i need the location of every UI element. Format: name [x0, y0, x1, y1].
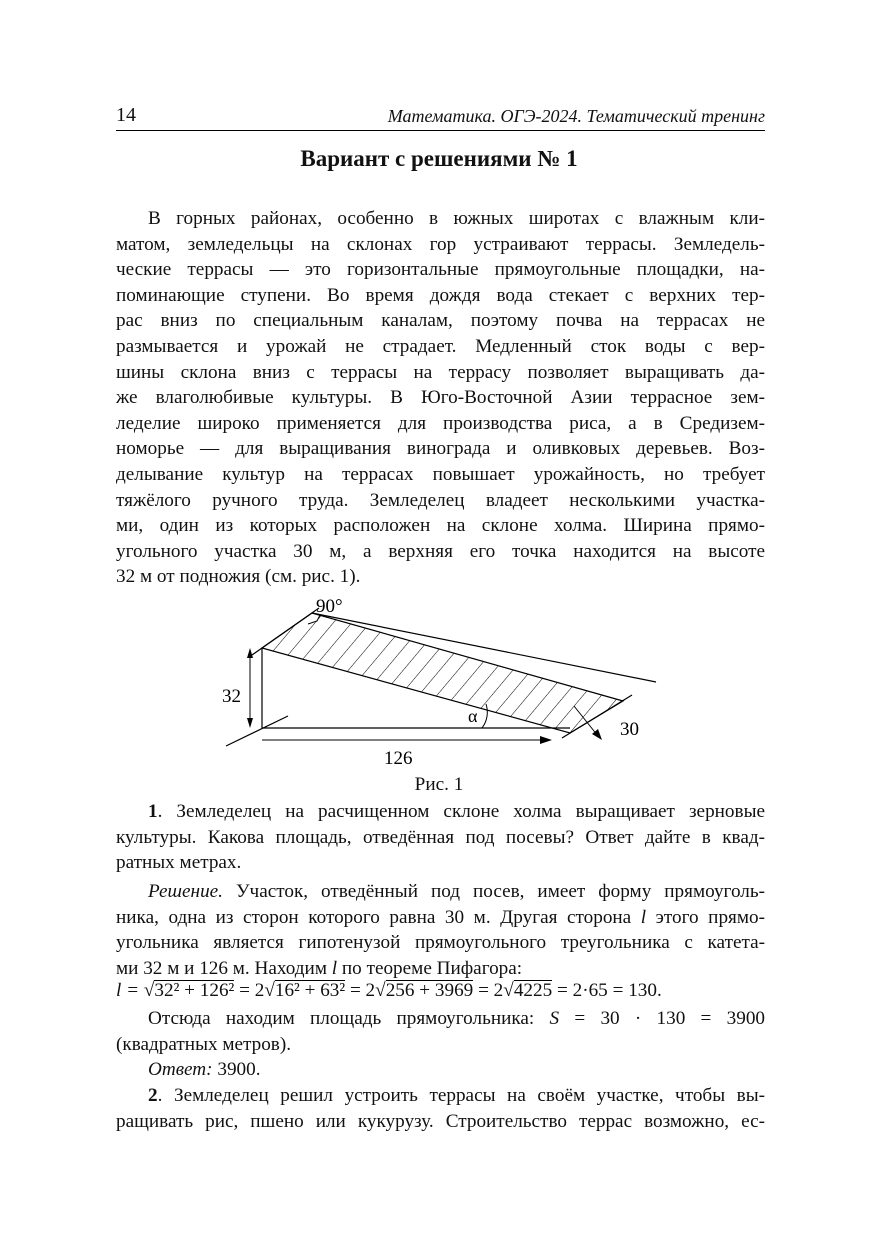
sqrt-sign: √: [264, 980, 275, 1001]
task2: [116, 1083, 765, 1134]
task1-line: 1. Земледелец на расчищенном склоне холма выращивает зерновые: [148, 801, 765, 822]
intro-line: В горных районах, особенно в южных широтах с влажным кли-: [148, 208, 765, 229]
area-paragraph: [116, 1006, 765, 1057]
answer-line: [116, 1057, 765, 1083]
arrowhead: [540, 736, 552, 744]
solution-line: угольника является гипотенузой прямоугольного треугольника с катета-: [116, 932, 765, 954]
solution: [116, 879, 765, 981]
intro-line: поминающие ступени. Во время дождя вода стекает с верхних тер-: [116, 284, 765, 306]
solution-line: ника, одна из сторон которого равна 30 м. Другая сторона l этого прямо-: [116, 906, 765, 928]
task2-line: ращивать рис, пшено или кукурузу. Строительство террас возможно, ес-: [116, 1110, 765, 1132]
intro-line: шины склона вниз с террасы на террасу позволяет выращивать да-: [116, 361, 765, 383]
task1-line: ратных метрах.: [116, 852, 242, 874]
page-number: 14: [116, 104, 136, 126]
intro-line: леделие широко применяется для производства риса, а в Средизем-: [116, 412, 765, 434]
ground-left-line: [226, 716, 288, 746]
area-line: Отсюда находим площадь прямоугольника: S = 30 · 130 = 3900: [148, 1008, 766, 1029]
intro-line: ми, один из которых расположен на склоне холма. Ширина прямо-: [116, 515, 765, 537]
hatched-plot: [262, 613, 623, 733]
answer-value: 3900.: [217, 1059, 261, 1080]
base-label: 126: [384, 748, 413, 769]
intro-line: 32 м от подножия (см. рис. 1).: [116, 566, 361, 588]
terrace-figure: [216, 588, 666, 774]
intro-line: же влаголюбивые культуры. В Юго-Восточной Азии террасное зем-: [116, 387, 765, 409]
task1: [116, 799, 765, 876]
running-header-title: Математика. ОГЭ-2024. Тематический тренинг: [387, 106, 765, 126]
sqrt-sign: √: [375, 980, 386, 1001]
solution-line: Решение. Участок, отведённый под посев, имеет форму прямоуголь-: [148, 881, 766, 902]
arrowhead: [247, 718, 253, 728]
sqrt-sign: √: [503, 980, 514, 1001]
task2-number: 2: [148, 1085, 158, 1106]
solution-label: Решение.: [148, 881, 223, 902]
answer-label: Ответ:: [148, 1059, 213, 1080]
angle-90-label: 90°: [316, 596, 343, 617]
height-label: 32: [222, 686, 241, 707]
solution-line: ми 32 м и 126 м. Находим l по теореме Пифагора:: [116, 957, 523, 979]
answer: [116, 1057, 765, 1083]
intro-line: матом, земледельцы на склонах гор устраивают террасы. Земледель-: [116, 233, 765, 255]
variant-title: Вариант с решениями № 1: [300, 146, 578, 171]
header-rule: [116, 130, 765, 131]
task2-line: 2. Земледелец решил устроить террасы на своём участке, чтобы вы-: [148, 1085, 765, 1106]
sqrt-sign: √: [143, 980, 155, 1001]
intro-paragraph: [116, 206, 765, 590]
intro-line: размывается и урожай не страдает. Медленный сток воды с вер-: [116, 335, 765, 357]
pythagoras-formula: l = √32² + 126² = 2√16² + 63² = 2√256 + 3969 = 2√4225 = 2·65 = 130.: [116, 980, 662, 1001]
intro-line: угольного участка 30 м, а верхняя его точка находится на высоте: [116, 540, 765, 562]
task1-number: 1: [148, 801, 158, 822]
width-label: 30: [620, 719, 639, 740]
area-line: (квадратных метров).: [116, 1033, 292, 1055]
intro-line: номорье — для выращивания винограда и оливковых деревьев. Воз-: [116, 438, 765, 460]
intro-line: ческие террасы — это горизонтальные прямоугольные площадки, на-: [116, 259, 765, 281]
figure-caption: Рис. 1: [414, 774, 464, 795]
intro-line: тяжёлого ручного труда. Земледелец владеет несколькими участка-: [116, 489, 765, 511]
intro-line: рас вниз по специальным каналам, поэтому почва на террасах не: [116, 310, 765, 332]
intro-line: делывание культур на террасах повышает урожайность, но требует: [116, 463, 765, 485]
alpha-label: α: [468, 706, 478, 726]
task1-line: культуры. Какова площадь, отведённая под посевы? Ответ дайте в квад-: [116, 826, 765, 848]
arrowhead: [247, 648, 253, 658]
